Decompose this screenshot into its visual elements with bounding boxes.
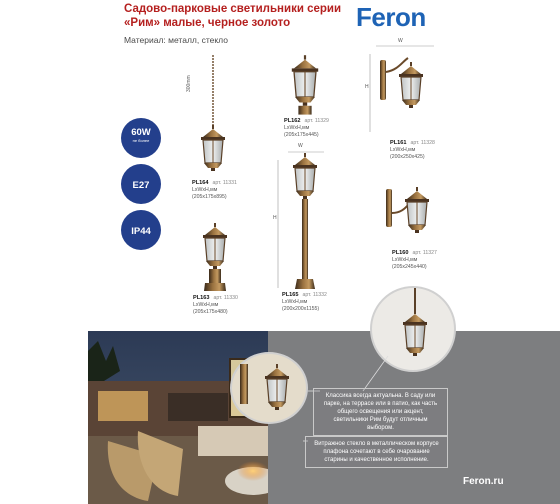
pl163-article: арт. 11330 bbox=[213, 295, 238, 301]
pl162-dims: (205х175х445) bbox=[284, 131, 319, 138]
pl165-article: арт. 11332 bbox=[302, 292, 327, 298]
pl164-dims: (205х175х895) bbox=[192, 193, 227, 200]
pl161-model: PL161 bbox=[390, 140, 407, 146]
pl162-model: PL162 bbox=[284, 118, 301, 124]
website-link[interactable]: Feron.ru bbox=[463, 476, 504, 487]
pl160-dims-label: LxWxH,мм bbox=[392, 256, 418, 263]
pl160-lantern-image bbox=[384, 183, 438, 245]
pl162-caption bbox=[284, 118, 329, 138]
pl161-height-mark: H bbox=[365, 84, 369, 90]
ip-badge-value: IP44 bbox=[131, 226, 151, 237]
socket-badge bbox=[121, 164, 161, 204]
pl164-dims-label: LxWxH,мм bbox=[192, 186, 218, 193]
material-subtitle: Материал: металл, стекло bbox=[124, 35, 228, 45]
pl162-dims-label: LxWxH,мм bbox=[284, 124, 310, 131]
pl161-dims: (200х250х425) bbox=[390, 153, 425, 160]
pl161-dims-label: LxWxH,мм bbox=[390, 146, 416, 153]
pl164-chain-dimension: 300mm bbox=[186, 75, 192, 92]
pl164-article: арт. 11331 bbox=[212, 180, 237, 186]
pl164-model: PL164 bbox=[192, 180, 209, 186]
page-title: Садово-парковые светильники серии «Рим» малые, черное золото bbox=[124, 3, 342, 29]
pl163-model: PL163 bbox=[193, 295, 210, 301]
pl162-lantern-image bbox=[283, 55, 327, 117]
pl160-caption bbox=[392, 250, 437, 270]
info-text-classic: Классика всегда актуальна. В саду или парке, на террасе или в патио, как часть общего освещения или акцент, светильники Рим будут отличным выбором. bbox=[313, 388, 448, 436]
socket-badge-value: E27 bbox=[132, 180, 150, 191]
pl161-article: арт. 11328 bbox=[410, 140, 435, 146]
pl165-width-mark: W bbox=[298, 143, 303, 149]
power-badge bbox=[121, 118, 161, 158]
ip-badge bbox=[121, 210, 161, 250]
pl162-article: арт. 11329 bbox=[304, 118, 329, 124]
pl160-dims: (205х245х440) bbox=[392, 263, 427, 270]
pl161-width-mark: W bbox=[398, 38, 403, 44]
pl165-dims: (200х200х1155) bbox=[282, 305, 320, 312]
pl163-dims: (205х175х480) bbox=[193, 308, 228, 315]
pl165-dims-label: LxWxH,мм bbox=[282, 298, 308, 305]
pl161-caption bbox=[390, 140, 435, 160]
pl165-lantern-image bbox=[285, 153, 325, 291]
pl165-caption bbox=[282, 292, 327, 312]
pl163-lantern-image bbox=[195, 223, 235, 293]
feron-logo: Feron bbox=[356, 2, 426, 32]
pl163-dims-label: LxWxH,мм bbox=[193, 301, 219, 308]
power-badge-note: не более bbox=[132, 138, 150, 143]
info-text-glass: Витражное стекло в металлическом корпусе плафона сочетают в себе очарование старины и качественное исполнение. bbox=[305, 436, 448, 468]
pl163-caption bbox=[193, 295, 238, 315]
pl160-model: PL160 bbox=[392, 250, 409, 256]
pl164-lantern-image bbox=[193, 55, 233, 180]
pl165-height-mark: H bbox=[273, 215, 277, 221]
power-badge-value: 60W bbox=[131, 127, 151, 138]
pl160-article: арт. 11327 bbox=[412, 250, 437, 256]
pl165-model: PL165 bbox=[282, 292, 299, 298]
pl164-caption bbox=[192, 180, 237, 200]
pl161-lantern-image bbox=[378, 52, 436, 136]
